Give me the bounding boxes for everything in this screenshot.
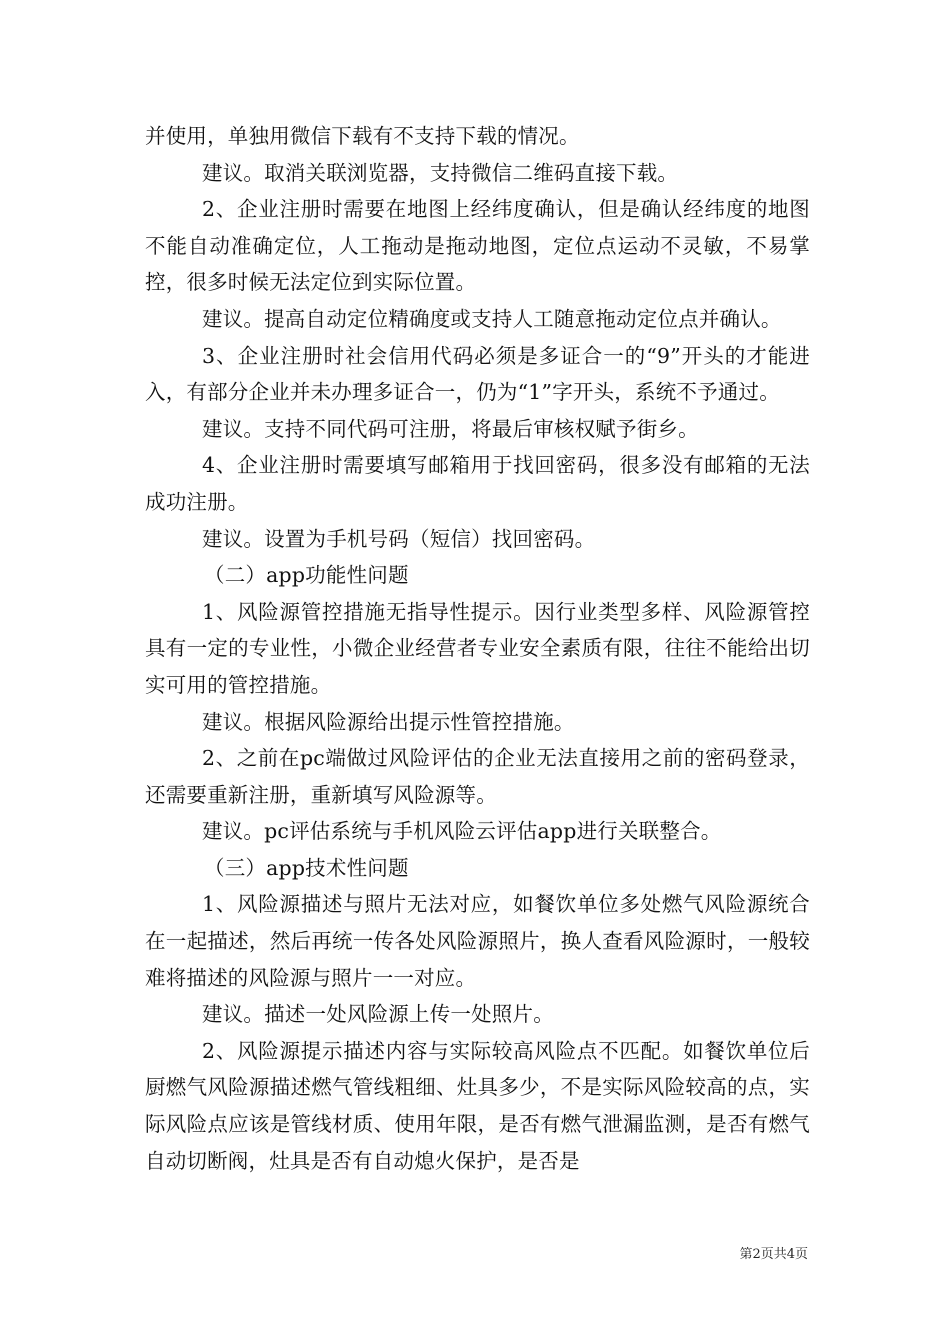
issue-paragraph: 2、之前在pc端做过风险评估的企业无法直接用之前的密码登录，还需要重新注册，重新填写风险源等。 — [145, 746, 810, 807]
issue-paragraph: 2、企业注册时需要在地图上经纬度确认，但是确认经纬度的地图不能自动准确定位，人工拖动是拖动地图，定位点运动不灵敏，不易掌控，很多时候无法定位到实际位置。 — [145, 197, 810, 295]
suggestion-paragraph: 建议。描述一处风险源上传一处照片。 — [202, 1002, 554, 1027]
suggestion-paragraph: 建议。取消关联浏览器，支持微信二维码直接下载。 — [202, 160, 679, 185]
section-heading: （三）app技术性问题 — [204, 855, 409, 880]
suggestion-paragraph: 建议。提高自动定位精确度或支持人工随意拖动定位点并确认。 — [202, 306, 782, 331]
suggestion-paragraph: 建议。设置为手机号码（短信）找回密码。 — [202, 526, 596, 551]
document-body — [145, 118, 810, 1179]
issue-paragraph: 1、风险源管控措施无指导性提示。因行业类型多样、风险源管控具有一定的专业性，小微企业经营者专业安全素质有限，往往不能给出切实可用的管控措施。 — [145, 599, 810, 697]
suggestion-paragraph: 建议。pc评估系统与手机风险云评估app进行关联整合。 — [202, 819, 722, 844]
issue-paragraph: 4、企业注册时需要填写邮箱用于找回密码，很多没有邮箱的无法成功注册。 — [145, 453, 810, 514]
issue-paragraph: 1、风险源描述与照片无法对应，如餐饮单位多处燃气风险源统合在一起描述，然后再统一传各处风险源照片，换人查看风险源时，一般较难将描述的风险源与照片一一对应。 — [145, 892, 810, 990]
paragraph: 并使用，单独用微信下载有不支持下载的情况。 — [145, 124, 580, 148]
suggestion-paragraph: 建议。根据风险源给出提示性管控措施。 — [202, 709, 575, 734]
page-number: 第2页共4页 — [739, 1247, 808, 1262]
issue-paragraph: 3、企业注册时社会信用代码必须是多证合一的“9”开头的才能进入，有部分企业并未办理多证合一，仍为“1”字开头，系统不予通过。 — [145, 343, 810, 405]
issue-paragraph: 2、风险源提示描述内容与实际较高风险点不匹配。如餐饮单位后厨燃气风险源描述燃气管线粗细、灶具多少，不是实际风险较高的点，实际风险点应该是管线材质、使用年限，是否有燃气泄漏监测，是否有燃气自动切断阀，灶具是否有自动熄火保护，是否是 — [145, 1038, 810, 1173]
section-heading: （二）app功能性问题 — [204, 563, 409, 588]
suggestion-paragraph: 建议。支持不同代码可注册，将最后审核权赋予街乡。 — [202, 416, 699, 441]
